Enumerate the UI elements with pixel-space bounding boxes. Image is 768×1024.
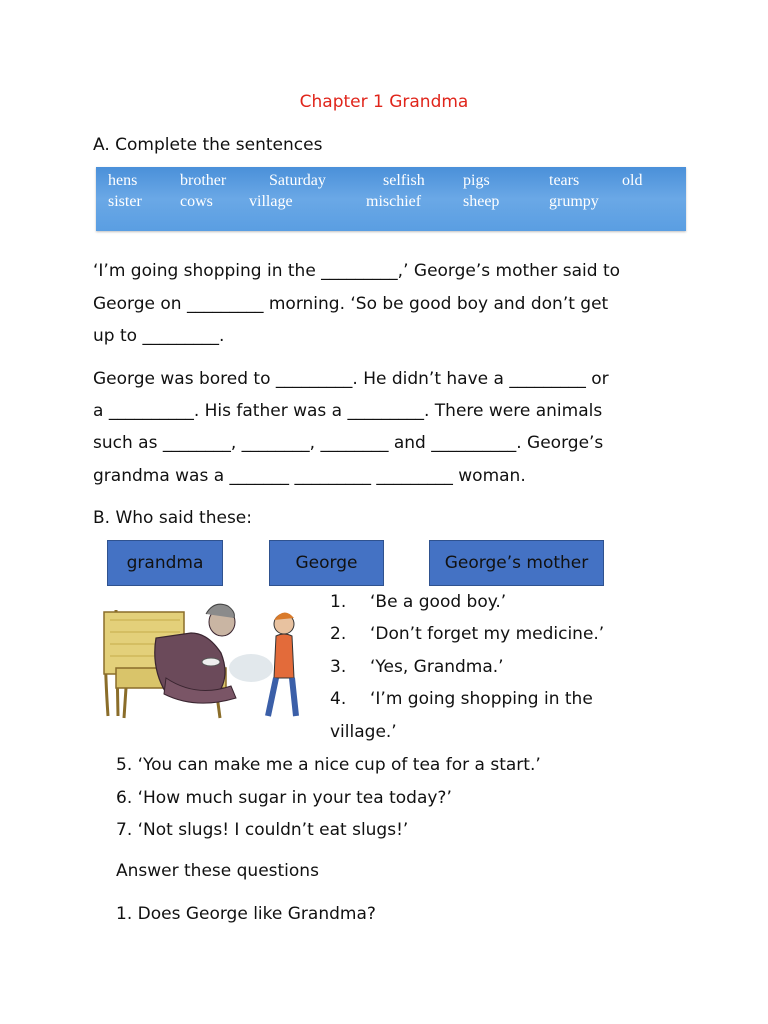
quote-text: ‘Be a good boy.’ <box>370 592 507 612</box>
quote-line: 6. ‘How much sugar in your tea today?’ <box>116 788 452 808</box>
speaker-grandma: grandma <box>107 540 223 586</box>
word-bank-item: mischief <box>366 193 422 210</box>
quote-number: 4. <box>330 689 347 709</box>
section-b-heading: B. Who said these: <box>93 508 252 528</box>
word-bank-item: pigs <box>463 172 490 189</box>
paragraph-line: George was bored to _________. He didn’t have a _________ or <box>93 369 609 389</box>
quote-text: ‘I’m going shopping in the <box>370 689 593 709</box>
word-bank-item: grumpy <box>549 193 599 210</box>
word-bank-item: brother <box>180 172 227 189</box>
quote-number: 1. <box>330 592 347 612</box>
section-a-heading: A. Complete the sentences <box>93 135 323 155</box>
word-bank-item: cows <box>180 193 213 210</box>
grandma-george-illustration <box>96 598 324 720</box>
word-bank <box>96 167 686 231</box>
speaker-george: George <box>269 540 384 586</box>
word-bank-item: village <box>249 193 293 210</box>
quote-line: 5. ‘You can make me a nice cup of tea for a start.’ <box>116 755 541 775</box>
answer-heading: Answer these questions <box>116 861 319 881</box>
word-bank-item: hens <box>108 172 138 189</box>
quote-text: ‘Don’t forget my medicine.’ <box>370 624 605 644</box>
page-title: Chapter 1 Grandma <box>299 92 469 112</box>
paragraph-line: grandma was a _______ _________ _________ woman. <box>93 466 526 486</box>
quote-text: ‘Yes, Grandma.’ <box>370 657 504 677</box>
word-bank-item: selfish <box>383 172 425 189</box>
quote-number: 3. <box>330 657 347 677</box>
paragraph-line: George on _________ morning. ‘So be good boy and don’t get <box>93 294 609 314</box>
paragraph-line: a __________. His father was a _________. There were animals <box>93 401 603 421</box>
quote-line: 7. ‘Not slugs! I couldn’t eat slugs!’ <box>116 820 409 840</box>
word-bank-item: Saturday <box>269 172 326 189</box>
word-bank-item: old <box>622 172 643 189</box>
word-bank-item: sheep <box>463 193 500 210</box>
paragraph-line: ‘I’m going shopping in the _________,’ George’s mother said to <box>93 261 621 281</box>
word-bank-item: tears <box>549 172 580 189</box>
paragraph-line: such as ________, ________, ________ and __________. George’s <box>93 433 604 453</box>
quote-number: 2. <box>330 624 347 644</box>
word-bank-item: sister <box>108 193 142 210</box>
speaker-georges-mother: George’s mother <box>429 540 604 586</box>
quote-text-continued: village.’ <box>330 722 397 742</box>
question-item: 1. Does George like Grandma? <box>116 904 376 924</box>
paragraph-line: up to _________. <box>93 326 225 346</box>
